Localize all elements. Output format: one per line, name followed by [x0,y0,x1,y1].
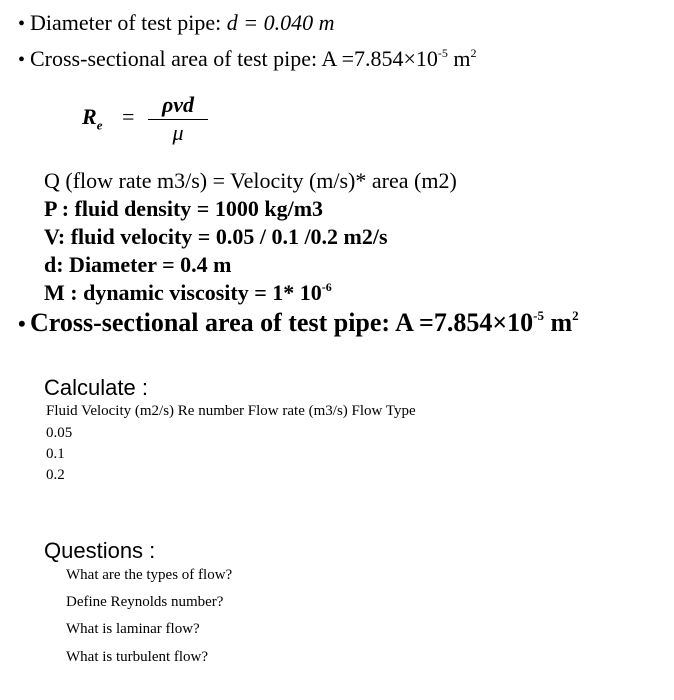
calculate-row: 0.05 [46,425,73,441]
diameter-value: d = 0.040 m [226,10,335,35]
area-unit: m [447,46,471,71]
velocity-definition: V: fluid velocity = 0.05 / 0.1 /0.2 m2/s [44,224,388,249]
bullet-icon: • [18,13,26,35]
equation-numerator: ρvd [161,92,195,117]
bold-area-unit-exponent: 2 [572,308,579,323]
questions-heading: Questions : [44,538,156,563]
density-definition: P : fluid density = 1000 kg/m3 [44,196,324,221]
bold-area-line [18,308,579,338]
equation-denominator: μ [172,120,184,145]
bold-area-exponent: -5 [533,308,544,323]
diameter-definition: d: Diameter = 0.4 m [44,252,232,277]
question-item: What are the types of flow? [66,567,233,583]
reynolds-equation [80,92,230,152]
diameter-label: Diameter of test pipe: [30,10,227,35]
question-item: What is turbulent flow? [66,649,209,665]
calculate-heading: Calculate : [44,375,148,400]
calculate-row: 0.2 [46,467,65,483]
area-unit-exponent: 2 [470,46,477,60]
flow-rate-definition: Q (flow rate m3/s) = Velocity (m/s)* area (m2) [44,168,457,193]
area-line [18,46,477,72]
calculate-row: 0.1 [46,446,65,462]
bullet-icon: • [18,49,26,71]
question-item: What is laminar flow? [66,621,200,637]
bold-area-unit: m [543,308,573,337]
area-label: Cross-sectional area of test pipe: A =7.854×10 [30,46,438,71]
viscosity-definition [44,280,332,306]
diameter-line [18,10,334,36]
viscosity-exponent: -6 [321,280,332,294]
calculate-header-row: Fluid Velocity (m2/s) Re number Flow rate (m3/s) Flow Type [46,403,416,419]
question-item: Define Reynolds number? [66,594,224,610]
equation-equals: = [122,104,135,129]
bold-area-label: Cross-sectional area of test pipe: A =7.854×10 [30,308,534,337]
bullet-icon: • [18,311,26,336]
equation-lhs: $R_e$ [82,104,103,133]
viscosity-text: M : dynamic viscosity = 1* 10 [44,280,322,305]
area-exponent: -5 [437,46,448,60]
